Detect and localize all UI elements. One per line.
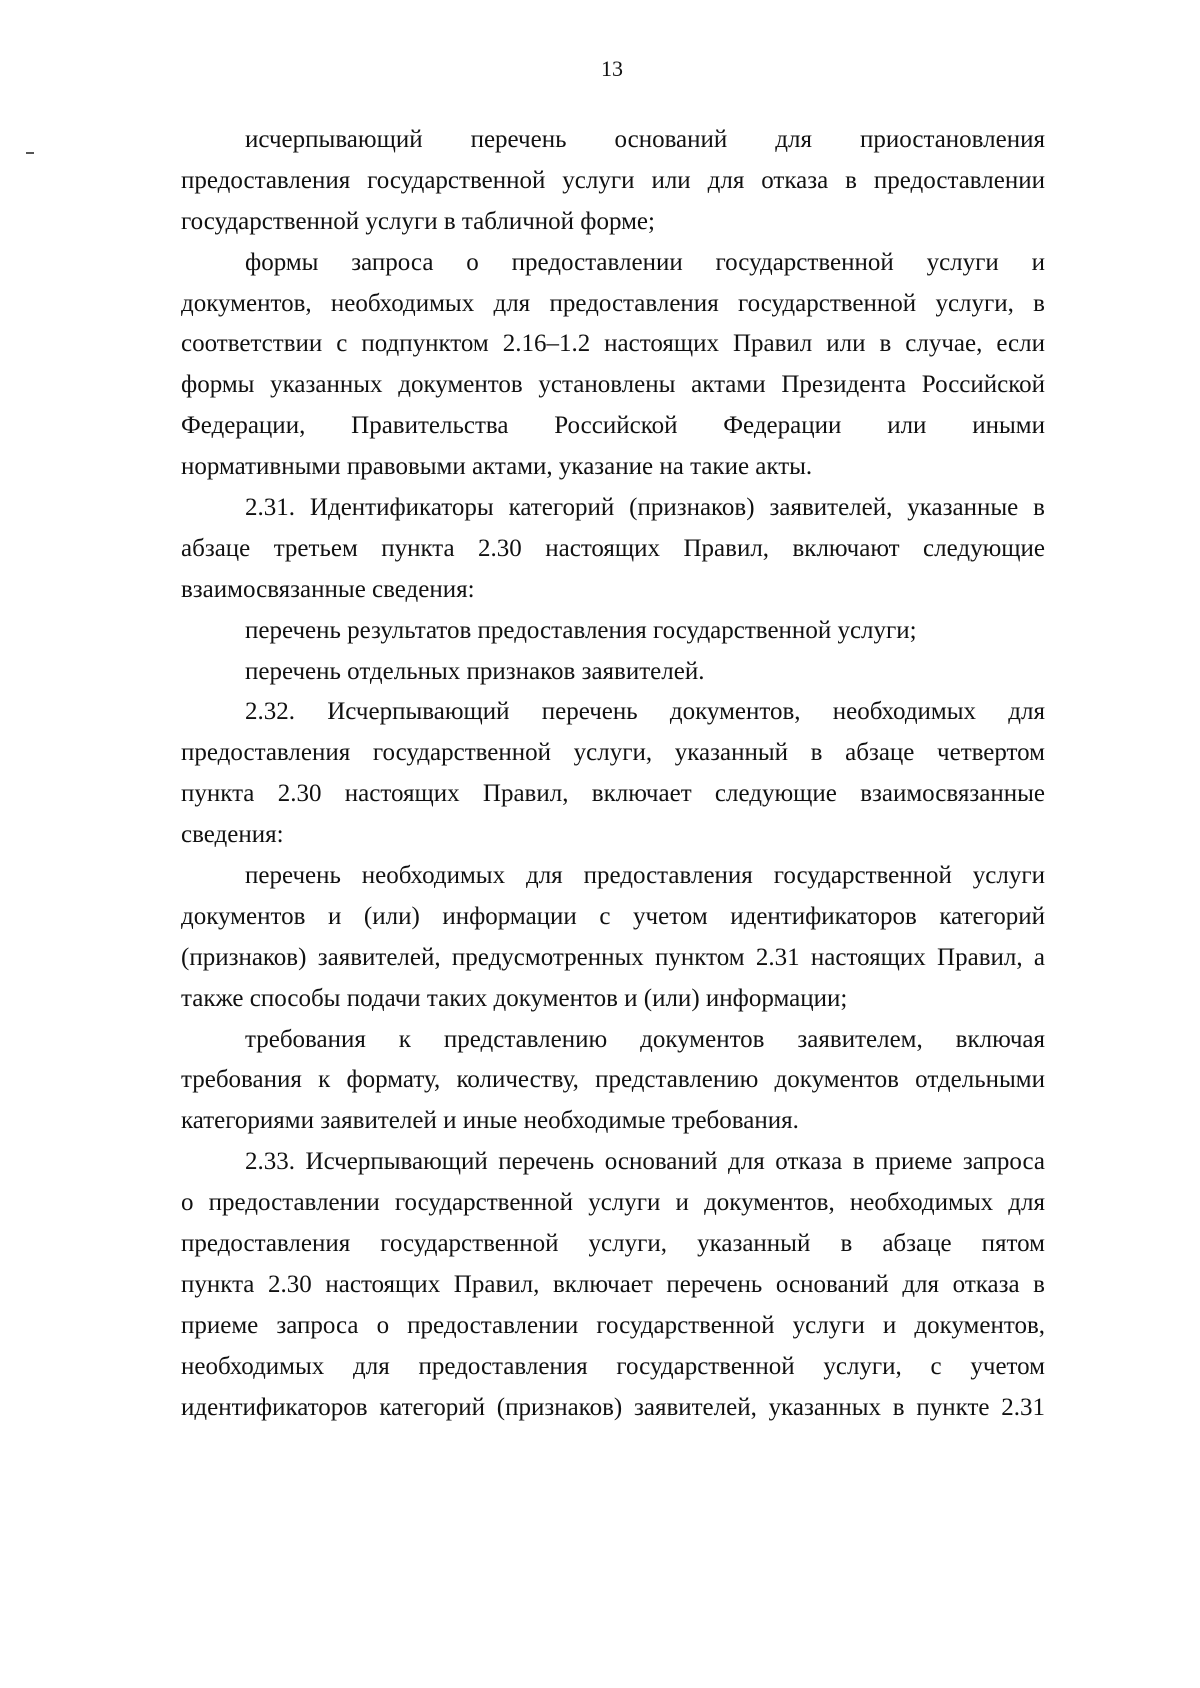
text-line: исчерпывающий перечень оснований для приостановления [245, 126, 1045, 153]
paragraph [181, 692, 1045, 856]
text-line: Федерации, Правительства Российской Федерации или иными [181, 412, 1045, 440]
text-line: пункта 2.30 настоящих Правил, включает перечень оснований для отказа в [181, 1270, 1045, 1298]
text-line: 2.33. Исчерпывающий перечень оснований для отказа в приеме запроса [245, 1148, 1045, 1176]
paragraph [181, 243, 1045, 488]
text-line: приеме запроса о предоставлении государственной услуги и документов, [181, 1311, 1045, 1339]
text-line: категориями заявителей и иные необходимые требования. [181, 1107, 799, 1135]
text-line: формы запроса о предоставлении государственной услуги и [245, 248, 1045, 276]
text-line: документов и (или) информации с учетом идентификаторов категорий [181, 902, 1045, 930]
text-line: формы указанных документов установлены актами Президента Российской [181, 371, 1045, 399]
paragraph [181, 1142, 1045, 1428]
text-line: перечень результатов предоставления государственной услуги; [245, 616, 917, 644]
text-line: предоставления государственной услуги, указанный в абзаце четвертом [181, 739, 1045, 767]
text-line: соответствии с подпунктом 2.16–1.2 настоящих Правил или в случае, если [181, 330, 1045, 358]
text-line: предоставления государственной услуги, указанный в абзаце пятом [181, 1230, 1045, 1258]
paragraph [181, 1020, 1045, 1143]
text-line: перечень отдельных признаков заявителей. [245, 657, 705, 685]
text-line: предоставления государственной услуги или для отказа в предоставлении [181, 166, 1045, 194]
scan-margin-mark [26, 152, 34, 154]
text-line: требования к представлению документов заявителем, включая [245, 1025, 1045, 1053]
text-line: сведения: [181, 821, 284, 849]
text-line: перечень необходимых для предоставления государственной услуги [245, 862, 1045, 890]
text-line: (признаков) заявителей, предусмотренных пунктом 2.31 настоящих Правил, а [181, 943, 1045, 971]
paragraph [181, 856, 1045, 1020]
paragraph [181, 611, 1045, 652]
text-line: пункта 2.30 настоящих Правил, включает следующие взаимосвязанные [181, 780, 1045, 808]
text-line: государственной услуги в табличной форме; [181, 207, 655, 235]
text-line: взаимосвязанные сведения: [181, 575, 475, 603]
text-line: идентификаторов категорий (признаков) заявителей, указанных в пункте 2.31 [181, 1393, 1045, 1421]
text-line: требования к формату, количеству, представлению документов отдельными [181, 1066, 1045, 1094]
page-number: 13 [601, 56, 623, 81]
paragraph [181, 488, 1045, 611]
text-line: необходимых для предоставления государственной услуги, с учетом [181, 1352, 1045, 1380]
text-line: документов, необходимых для предоставления государственной услуги, в [181, 289, 1045, 317]
text-line: о предоставлении государственной услуги и документов, необходимых для [181, 1189, 1045, 1217]
paragraph [181, 652, 1045, 693]
document-body [181, 120, 1045, 1429]
text-line: нормативными правовыми актами, указание на такие акты. [181, 453, 813, 481]
text-line: также способы подачи таких документов и (или) информации; [181, 984, 848, 1012]
text-line: 2.32. Исчерпывающий перечень документов, необходимых для [245, 698, 1045, 726]
paragraph [181, 120, 1045, 243]
text-line: 2.31. Идентификаторы категорий (признаков) заявителей, указанные в [245, 494, 1045, 522]
text-line: абзаце третьем пункта 2.30 настоящих Правил, включают следующие [181, 534, 1045, 562]
